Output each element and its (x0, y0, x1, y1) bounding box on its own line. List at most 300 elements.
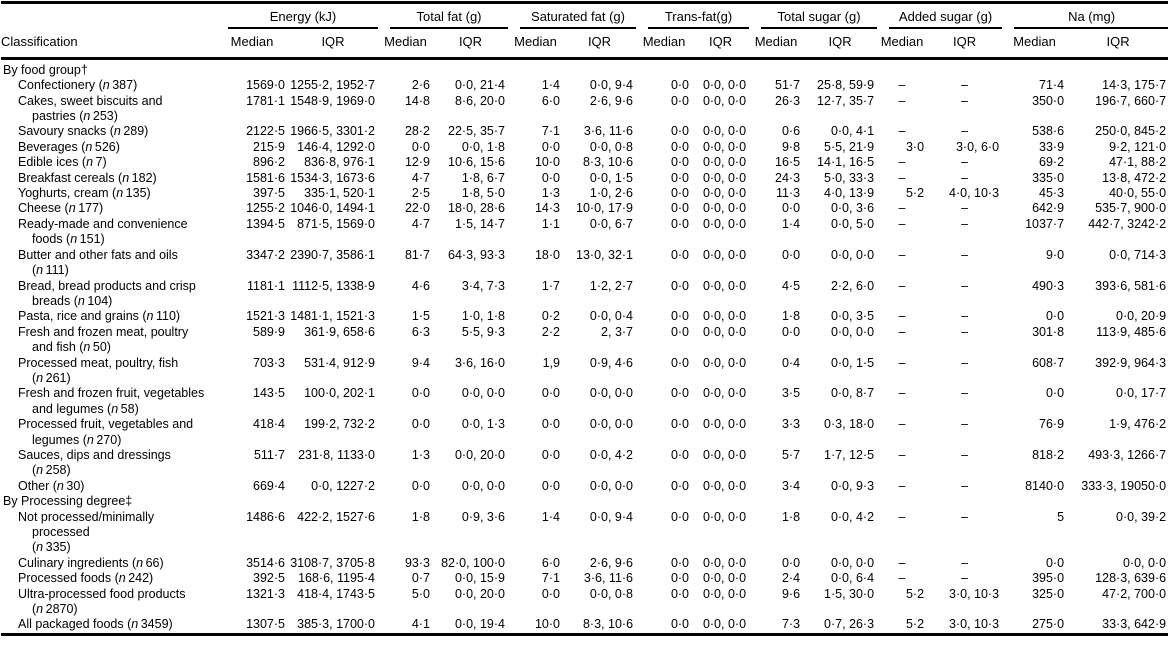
value-cell: 2390·7, 3586·1 (290, 247, 375, 262)
value-cell: 1534·3, 1673·6 (290, 170, 375, 185)
value-cell: 1255·2 (246, 201, 285, 216)
value-cell: 0·2 (541, 309, 560, 324)
column-subheader: Median (216, 29, 288, 58)
value-cell: 0·0, 3·6 (830, 201, 875, 216)
value-cell: 0·3, 18·0 (824, 417, 875, 432)
value-cell: 0·0, 0·0 (830, 555, 875, 570)
value-cell: 199·2, 732·2 (304, 417, 375, 432)
value-cell: 146·4, 1292·0 (297, 139, 375, 154)
value-cell: – (898, 309, 906, 324)
group-label: Total sugar (g) (761, 9, 877, 29)
value-cell: 5·5, 21·9 (824, 139, 875, 154)
row-label: Ultra-processed food products (n 2870) (18, 586, 186, 617)
value-cell: 1966·5, 3301·2 (290, 124, 375, 139)
value-cell: 8·6, 20·0 (454, 93, 505, 108)
table-row (1, 155, 1168, 170)
value-cell: 0·9, 3·6 (461, 509, 505, 524)
value-cell: 0·0, 0·0 (702, 155, 747, 170)
value-cell: 490·3 (1032, 278, 1065, 293)
value-cell: 333·3, 19050·0 (1081, 478, 1167, 493)
value-cell: 2·2 (541, 324, 560, 339)
value-cell: 642·9 (1032, 201, 1065, 216)
table-row (1, 279, 1168, 310)
group-header-row (1, 3, 1168, 30)
value-cell: 418·4 (253, 417, 285, 432)
value-cell: 0·9, 4·6 (589, 355, 634, 370)
value-cell: 0·0 (670, 278, 690, 293)
value-cell: 0·0 (670, 139, 690, 154)
value-cell: 0·0 (411, 417, 430, 432)
value-cell: 896·2 (253, 155, 285, 170)
value-cell: 442·7, 3242·2 (1088, 216, 1167, 231)
value-cell: 2·6 (411, 78, 430, 93)
value-cell: – (961, 355, 969, 370)
value-cell: 0·0, 0·0 (1122, 555, 1167, 570)
value-cell: – (898, 355, 906, 370)
section-header-row (1, 58, 1168, 78)
table-row (1, 124, 1168, 139)
value-cell: – (961, 417, 969, 432)
value-cell: 1·7, 12·5 (824, 447, 875, 462)
value-cell: 0·0, 0·0 (589, 417, 634, 432)
column-subheader: Median (508, 29, 563, 58)
value-cell: 0·7, 26·3 (824, 617, 875, 632)
value-cell: 1·0, 1·8 (461, 309, 505, 324)
column-subheader: Median (378, 29, 433, 58)
value-cell: 12·9 (404, 155, 430, 170)
value-cell: – (898, 247, 906, 262)
table-row (1, 510, 1168, 556)
value-cell: 0·6 (781, 124, 801, 139)
value-cell: – (898, 155, 906, 170)
value-cell: 0·0, 0·0 (702, 417, 747, 432)
value-cell: 64·3, 93·3 (448, 247, 505, 262)
value-cell: 3·0 (905, 139, 925, 154)
value-cell: 493·3, 1266·7 (1088, 447, 1167, 462)
value-cell: 531·4, 912·9 (304, 355, 375, 370)
value-cell: – (961, 386, 969, 401)
value-cell: 0·0, 1·3 (461, 417, 505, 432)
group-header-spacer (1, 3, 216, 30)
table-row (1, 201, 1168, 216)
value-cell: 0·0 (670, 93, 690, 108)
value-cell: 392·9, 964·3 (1095, 355, 1167, 370)
value-cell: 5·5, 9·3 (461, 324, 505, 339)
value-cell: 47·2, 700·0 (1102, 586, 1167, 601)
value-cell: 3·0, 10·3 (949, 617, 1000, 632)
value-cell: 0·0 (541, 386, 560, 401)
row-label: Beverages (n 526) (18, 139, 120, 154)
value-cell: 1307·5 (246, 617, 285, 632)
column-subheader: IQR (433, 29, 508, 58)
row-label: Confectionery (n 387) (18, 78, 138, 93)
row-label: Savoury snacks (n 289) (18, 124, 149, 139)
value-cell: 9·6 (781, 586, 801, 601)
value-cell: 4·1 (411, 617, 430, 632)
value-cell: 0·0 (670, 386, 690, 401)
row-label: All packaged foods (n 3459) (18, 617, 173, 632)
row-label: Processed foods (n 242) (18, 571, 154, 586)
value-cell: 0·0, 1·8 (461, 139, 505, 154)
section-title: By food group† (3, 62, 88, 77)
table-row (1, 325, 1168, 356)
nutrient-table (1, 1, 1168, 636)
value-cell: 3·4, 7·3 (461, 278, 505, 293)
group-label: Total fat (g) (390, 9, 508, 29)
value-cell: 0·0 (541, 447, 560, 462)
table-row (1, 587, 1168, 618)
value-cell: 535·7, 900·0 (1095, 201, 1167, 216)
table-row (1, 479, 1168, 494)
value-cell: 5·2 (905, 617, 925, 632)
value-cell: – (898, 201, 906, 216)
value-cell: 3·0, 10·3 (949, 586, 1000, 601)
value-cell: 0·0 (670, 216, 690, 231)
value-cell: 392·5 (253, 571, 285, 586)
value-cell: – (961, 155, 969, 170)
value-cell: 0·0, 4·1 (830, 124, 875, 139)
value-cell: 0·0 (670, 170, 690, 185)
value-cell: 0·0 (1045, 309, 1065, 324)
row-label: Edible ices (n 7) (18, 155, 107, 170)
value-cell: 2·4 (781, 571, 801, 586)
value-cell: 0·0, 1·5 (589, 170, 634, 185)
value-cell: 12·7, 35·7 (817, 93, 875, 108)
value-cell: 3·4 (781, 478, 801, 493)
value-cell: 0·0, 0·0 (702, 124, 747, 139)
value-cell: – (898, 386, 906, 401)
value-cell: 22·5, 35·7 (448, 124, 505, 139)
section-header-row (1, 494, 1168, 509)
value-cell: 393·6, 581·6 (1095, 278, 1167, 293)
table-row (1, 309, 1168, 324)
value-cell: – (898, 278, 906, 293)
value-cell: 93·3 (404, 555, 430, 570)
value-cell: 0·0, 0·0 (589, 478, 634, 493)
value-cell: 1548·9, 1969·0 (290, 93, 375, 108)
value-cell: 1·4 (541, 78, 560, 93)
value-cell: 301·8 (1032, 324, 1065, 339)
value-cell: 4·0, 10·3 (949, 186, 1000, 201)
value-cell: 6·0 (541, 555, 560, 570)
value-cell: 0·0, 9·4 (589, 509, 634, 524)
value-cell: 0·0 (670, 509, 690, 524)
value-cell: 0·0 (670, 186, 690, 201)
value-cell: 14·3 (534, 201, 560, 216)
value-cell: 335·0 (1032, 170, 1065, 185)
value-cell: 1·8 (411, 509, 430, 524)
value-cell: 0·0 (541, 139, 560, 154)
value-cell: 3·0, 6·0 (955, 139, 1000, 154)
value-cell: – (898, 478, 906, 493)
value-cell: 33·9 (1039, 139, 1065, 154)
value-cell: 0·0, 0·0 (702, 170, 747, 185)
value-cell: 0·4 (781, 355, 801, 370)
value-cell: – (961, 478, 969, 493)
value-cell: 4·5 (781, 278, 801, 293)
value-cell: 871·5, 1569·0 (297, 216, 375, 231)
value-cell: 3·3 (781, 417, 801, 432)
value-cell: 0·0 (670, 355, 690, 370)
value-cell: 3347·2 (246, 247, 285, 262)
value-cell: 1321·3 (246, 586, 285, 601)
value-cell: 76·9 (1039, 417, 1065, 432)
table-row (1, 356, 1168, 387)
value-cell: 4·0, 13·9 (824, 186, 875, 201)
value-cell: 0·0 (670, 555, 690, 570)
value-cell: 0·0, 0·0 (702, 386, 747, 401)
value-cell: 6·3 (411, 324, 430, 339)
value-cell: – (961, 170, 969, 185)
value-cell: 250·0, 845·2 (1095, 124, 1167, 139)
value-cell: 0·0 (670, 78, 690, 93)
value-cell: 0·0 (541, 417, 560, 432)
value-cell: 0·0 (670, 124, 690, 139)
value-cell: 0·0 (670, 155, 690, 170)
value-cell: 3·6, 16·0 (454, 355, 505, 370)
value-cell: 14·3, 175·7 (1102, 78, 1167, 93)
value-cell: 0·0, 0·4 (589, 309, 634, 324)
row-label: Other (n 30) (18, 478, 85, 493)
value-cell: 5 (1057, 509, 1065, 524)
value-cell: 128·3, 639·6 (1095, 571, 1167, 586)
value-cell: 0·0, 0·0 (461, 478, 505, 493)
value-cell: 11·3 (775, 186, 801, 201)
row-label: Processed meat, poultry, fish (n 261) (18, 355, 179, 385)
value-cell: 0·0, 0·0 (702, 355, 747, 370)
value-cell: 0·0, 0·0 (702, 555, 747, 570)
value-cell: 0·0 (541, 170, 560, 185)
value-cell: 0·0, 0·0 (702, 571, 747, 586)
value-cell: 81·7 (404, 247, 430, 262)
value-cell: 0·0 (670, 324, 690, 339)
value-cell: 0·0 (670, 309, 690, 324)
value-cell: 9·4 (411, 355, 430, 370)
value-cell: 0·0, 3·5 (830, 309, 875, 324)
value-cell: 589·9 (253, 324, 285, 339)
value-cell: 5·2 (905, 186, 925, 201)
value-cell: 1·3 (541, 186, 560, 201)
value-cell: 0·0, 19·4 (454, 617, 505, 632)
value-cell: – (961, 555, 969, 570)
value-cell: 215·9 (253, 139, 285, 154)
row-label: Cakes, sweet biscuits and pastries (n 253) (18, 93, 163, 124)
value-cell: 350·0 (1032, 93, 1065, 108)
group-header-total-fat (378, 3, 508, 30)
value-cell: 18·0 (534, 247, 560, 262)
value-cell: – (961, 324, 969, 339)
value-cell: – (898, 124, 906, 139)
value-cell: 22·0 (404, 201, 430, 216)
value-cell: 1,9 (542, 355, 560, 370)
table-row (1, 186, 1168, 201)
value-cell: 1·5, 30·0 (824, 586, 875, 601)
value-cell: 168·6, 1195·4 (298, 571, 375, 586)
value-cell: – (961, 201, 969, 216)
value-cell: 1·3 (411, 447, 430, 462)
value-cell: 836·8, 976·1 (304, 155, 375, 170)
value-cell: 0·0 (411, 386, 430, 401)
table-row (1, 448, 1168, 479)
value-cell: – (898, 78, 906, 93)
value-cell: 1·4 (541, 509, 560, 524)
value-cell: 335·1, 520·1 (304, 186, 375, 201)
value-cell: – (961, 247, 969, 262)
value-cell: 69·2 (1039, 155, 1065, 170)
value-cell: 0·0 (670, 586, 690, 601)
column-subheader: Median (1002, 29, 1067, 58)
value-cell: 10·0, 17·9 (576, 201, 634, 216)
value-cell: 0·0 (670, 247, 690, 262)
group-header-total-sugar (749, 3, 877, 30)
value-cell: 0·0 (781, 247, 801, 262)
value-cell: 8140·0 (1025, 478, 1065, 493)
value-cell: 5·0, 33·3 (824, 170, 875, 185)
table-header (1, 3, 1168, 59)
group-header-sodium (1002, 3, 1168, 30)
value-cell: 538·6 (1032, 124, 1065, 139)
value-cell: 5·0 (411, 586, 430, 601)
value-cell: 275·0 (1032, 617, 1065, 632)
value-cell: 0·0 (541, 478, 560, 493)
value-cell: 0·0, 0·8 (589, 139, 634, 154)
value-cell: 196·7, 660·7 (1095, 93, 1167, 108)
value-cell: 0·0, 0·0 (702, 617, 747, 632)
table-row (1, 248, 1168, 279)
value-cell: 26·3 (775, 93, 801, 108)
value-cell: 1112·5, 1338·9 (292, 278, 375, 293)
value-cell: 325·0 (1032, 586, 1065, 601)
value-cell: 24·3 (775, 170, 801, 185)
value-cell: 0·0, 39·2 (1116, 509, 1167, 524)
value-cell: – (961, 571, 969, 586)
group-label: Added sugar (g) (889, 9, 1002, 29)
value-cell: 7·3 (781, 617, 801, 632)
value-cell: 0·0, 0·0 (702, 93, 747, 108)
column-subheader: Median (877, 29, 927, 58)
value-cell: – (898, 555, 906, 570)
column-subheader: IQR (803, 29, 877, 58)
value-cell: 0·0, 714·3 (1109, 247, 1167, 262)
table-row (1, 140, 1168, 155)
value-cell: 0·0, 6·7 (589, 216, 634, 231)
value-cell: 2·2, 6·0 (830, 278, 875, 293)
group-label: Energy (kJ) (228, 9, 378, 29)
table-row (1, 94, 1168, 125)
value-cell: 1·2, 2·7 (589, 278, 634, 293)
value-cell: 0·0, 0·0 (702, 247, 747, 262)
value-cell: 0·0 (781, 555, 801, 570)
value-cell: 0·0, 6·4 (830, 571, 875, 586)
value-cell: 818·2 (1032, 447, 1065, 462)
value-cell: 3·6, 11·6 (583, 124, 634, 139)
column-subheader: IQR (563, 29, 636, 58)
value-cell: 2·6, 9·6 (589, 93, 634, 108)
table-row (1, 217, 1168, 248)
value-cell: 0·0, 0·0 (702, 201, 747, 216)
value-cell: 0·0, 1227·2 (311, 478, 375, 493)
value-cell: 0·0, 9·3 (830, 478, 875, 493)
value-cell: 0·0 (781, 324, 801, 339)
row-label: Butter and other fats and oils (n 111) (18, 247, 178, 278)
value-cell: 0·0, 5·0 (830, 216, 875, 231)
value-cell: 1·5 (411, 309, 430, 324)
row-label: Ready-made and convenience foods (n 151) (18, 216, 188, 247)
value-cell: 1·8 (781, 509, 801, 524)
value-cell: 8·3, 10·6 (582, 155, 634, 170)
value-cell: 0·0, 0·0 (702, 139, 747, 154)
column-subheader: Median (749, 29, 803, 58)
value-cell: 0·0, 20·9 (1116, 309, 1167, 324)
value-cell: 0·0 (670, 571, 690, 586)
value-cell: – (961, 278, 969, 293)
value-cell: 40·0, 55·0 (1109, 186, 1167, 201)
value-cell: 385·3, 1700·0 (297, 617, 375, 632)
value-cell: – (961, 93, 969, 108)
value-cell: 0·0, 0·8 (589, 586, 634, 601)
group-header-trans-fat (636, 3, 749, 30)
value-cell: 703·3 (253, 355, 285, 370)
value-cell: 669·4 (253, 478, 285, 493)
value-cell: 10·6, 15·6 (448, 155, 505, 170)
column-subheader: IQR (1067, 29, 1168, 58)
value-cell: 0·0 (541, 586, 560, 601)
value-cell: 1037·7 (1025, 216, 1065, 231)
value-cell: 1·7 (541, 278, 560, 293)
row-label: Pasta, rice and grains (n 110) (18, 309, 181, 324)
value-cell: 0·0 (1045, 386, 1065, 401)
value-cell: 14·1, 16·5 (817, 155, 875, 170)
value-cell: 0·0, 0·0 (702, 186, 747, 201)
value-cell: 0·0, 0·0 (830, 324, 875, 339)
value-cell: 1481·1, 1521·3 (290, 309, 375, 324)
row-label: Sauces, dips and dressings (n 258) (18, 447, 171, 478)
value-cell: 2·5 (411, 186, 430, 201)
value-cell: 10·0 (534, 155, 560, 170)
group-header-saturated-fat (508, 3, 636, 30)
table-row (1, 386, 1168, 417)
value-cell: 1046·0, 1494·1 (290, 201, 375, 216)
value-cell: 1581·6 (246, 170, 285, 185)
value-cell: 1·8, 6·7 (461, 170, 505, 185)
value-cell: 3108·7, 3705·8 (290, 555, 375, 570)
table-row (1, 171, 1168, 186)
value-cell: – (898, 216, 906, 231)
value-cell: 0·0, 0·0 (702, 447, 747, 462)
value-cell: 25·8, 59·9 (817, 78, 875, 93)
table-row (1, 556, 1168, 571)
value-cell: 47·1, 88·2 (1109, 155, 1167, 170)
value-cell: 1181·1 (247, 278, 285, 293)
row-label: Culinary ingredients (n 66) (18, 555, 164, 570)
value-cell: 0·0, 21·4 (454, 78, 505, 93)
value-cell: 361·9, 658·6 (304, 324, 375, 339)
value-cell: 51·7 (775, 78, 801, 93)
column-subheader: IQR (288, 29, 378, 58)
value-cell: 0·0 (411, 139, 430, 154)
value-cell: 1394·5 (246, 216, 285, 231)
column-subheader: IQR (692, 29, 749, 58)
value-cell: 0·0, 0·0 (702, 478, 747, 493)
value-cell: 4·7 (411, 216, 430, 231)
table-row (1, 78, 1168, 93)
subheader-row (1, 29, 1168, 58)
value-cell: 0·0, 0·0 (702, 278, 747, 293)
group-label: Saturated fat (g) (520, 9, 636, 29)
value-cell: 7·1 (541, 571, 560, 586)
column-subheader: IQR (927, 29, 1002, 58)
value-cell: 3·6, 11·6 (583, 571, 634, 586)
